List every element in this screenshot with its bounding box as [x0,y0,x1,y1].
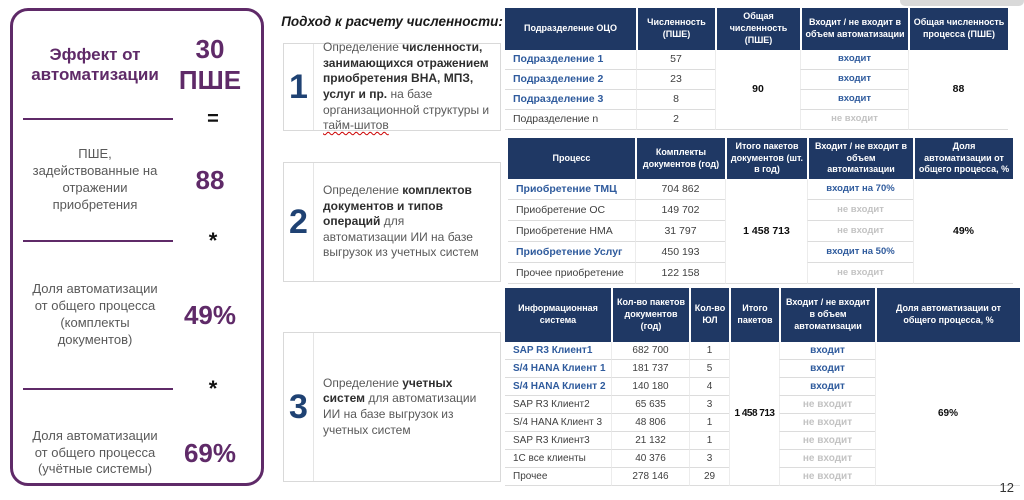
fraction-line [23,388,173,390]
entities-value: 1 [689,414,729,432]
status-badge: не входит [779,450,875,468]
process-name: Приобретение ОС [508,200,635,221]
department-name: Подразделение n [505,110,636,130]
process-name: Приобретение НМА [508,221,635,242]
department-name: Подразделение 3 [505,90,636,110]
column-header: Итого пакетов [729,288,779,342]
column-header: Общая численность процесса (ПШЕ) [908,8,1008,50]
total-packages: 1 458 713 [725,179,807,284]
department-name: Подразделение 1 [505,50,636,70]
table-row [505,50,1008,70]
column-header: Численность (ПШЕ) [636,8,715,50]
systems-table [505,288,1020,486]
packages-value: 40 376 [611,450,689,468]
page-number: 12 [999,480,1014,495]
status-badge: входит на 70% [807,179,913,200]
total-headcount: 90 [715,50,800,130]
column-header: Кол-во пакетов документов (год) [611,288,689,342]
automation-share: 69% [875,342,1020,486]
status-badge: не входит [807,200,913,221]
entities-value: 1 [689,342,729,360]
factor-label: Доля автоматизации от общего процесса (комплекты документов) [32,281,158,347]
factor-label: ПШЕ, задействованные на отражении приобретения [32,146,158,212]
documents-value: 450 193 [635,242,725,263]
packages-value: 682 700 [611,342,689,360]
effect-result-value: 30 ПШЕ [178,34,242,95]
entities-value: 3 [689,396,729,414]
column-header: Комплекты документов (год) [635,138,725,179]
status-badge: входит [800,70,908,90]
table-row [508,179,1013,200]
documents-value: 122 158 [635,263,725,284]
process-name: Приобретение Услуг [508,242,635,263]
column-header: Информационная система [505,288,611,342]
departments-table [505,8,1008,130]
step-2-box [283,162,501,282]
headcount-value: 2 [636,110,715,130]
status-badge: не входит [779,468,875,486]
entities-value: 3 [689,450,729,468]
total-packages: 1 458 713 [729,342,779,486]
table-header-row [505,8,1008,50]
step-number: 1 [284,44,314,130]
step-number: 2 [284,163,314,281]
status-badge: входит [779,360,875,378]
status-badge: входит [800,50,908,70]
status-badge: не входит [779,396,875,414]
entities-value: 1 [689,432,729,450]
packages-value: 65 635 [611,396,689,414]
process-total-headcount: 88 [908,50,1008,130]
column-header: Входит / не входит в объем автоматизации [800,8,908,50]
factor-value: 88 [195,164,225,195]
entities-value: 29 [689,468,729,486]
status-badge: не входит [779,432,875,450]
entities-value: 5 [689,360,729,378]
system-name: S/4 HANA Клиент 2 [505,378,611,396]
approach-heading: Подход к расчету численности: [281,14,503,29]
system-name: S/4 HANA Клиент 3 [505,414,611,432]
factor-label: Доля автоматизации от общего процесса (учётные системы) [32,427,158,477]
headcount-value: 8 [636,90,715,110]
column-header: Входит / не входит в объем автоматизации [779,288,875,342]
column-header: Кол-во ЮЛ [689,288,729,342]
column-header: Общая численность (ПШЕ) [715,8,800,50]
step-number: 3 [284,333,314,481]
step-description: Определение учетных систем для автоматизации ИИ на базе выгрузок из учетных систем [323,375,477,437]
status-badge: входит на 50% [807,242,913,263]
documents-value: 704 862 [635,179,725,200]
step-description: Определение численности, занимающихся отражением приобретения ВНА, МПЗ, услуг и пр. на базе организационной структуры и тайм-шитов [323,40,490,133]
headcount-value: 23 [636,70,715,90]
automation-share: 49% [913,179,1013,284]
processes-table [508,138,1013,284]
status-badge: не входит [800,110,908,130]
packages-value: 21 132 [611,432,689,450]
table-row [505,342,1020,360]
effect-panel-title: Эффект от автоматизации [31,44,159,84]
factor-value: 49% [183,299,237,330]
system-name: 1С все клиенты [505,450,611,468]
equals-sign: = [207,107,219,130]
status-badge: входит [779,378,875,396]
system-name: S/4 HANA Клиент 1 [505,360,611,378]
department-name: Подразделение 2 [505,70,636,90]
multiply-sign: * [208,376,218,401]
status-badge: не входит [807,263,913,284]
packages-value: 181 737 [611,360,689,378]
status-badge: не входит [779,414,875,432]
documents-value: 149 702 [635,200,725,221]
column-header: Итого пакетов документов (шт. в год) [725,138,807,179]
status-badge: входит [800,90,908,110]
system-name: SAP R3 Клиент2 [505,396,611,414]
table-header-row [508,138,1013,179]
column-header: Подразделение ОЦО [505,8,636,50]
table-header-row [505,288,1020,342]
packages-value: 278 146 [611,468,689,486]
entities-value: 4 [689,378,729,396]
status-badge: не входит [807,221,913,242]
packages-value: 140 180 [611,378,689,396]
system-name: SAP R3 Клиент1 [505,342,611,360]
column-header: Доля автоматизации от общего процесса, % [875,288,1020,342]
column-header: Доля автоматизации от общего процесса, % [913,138,1013,179]
process-name: Приобретение ТМЦ [508,179,635,200]
status-badge: входит [779,342,875,360]
effect-panel [10,8,264,486]
system-name: Прочее [505,468,611,486]
documents-value: 31 797 [635,221,725,242]
step-1-box [283,40,501,133]
step-description: Определение комплектов документов и типов операций для автоматизации ИИ на базе выгрузок из учетных систем [323,183,479,260]
factor-value: 69% [183,437,237,468]
process-name: Прочее приобретение [508,263,635,284]
top-decorative-bar [900,0,1024,6]
packages-value: 48 806 [611,414,689,432]
column-header: Входит / не входит в объем автоматизации [807,138,913,179]
headcount-value: 57 [636,50,715,70]
system-name: SAP R3 Клиент3 [505,432,611,450]
fraction-line [23,240,173,242]
fraction-line [23,118,173,120]
column-header: Процесс [508,138,635,179]
multiply-sign: * [208,228,218,253]
step-3-box [283,332,501,482]
